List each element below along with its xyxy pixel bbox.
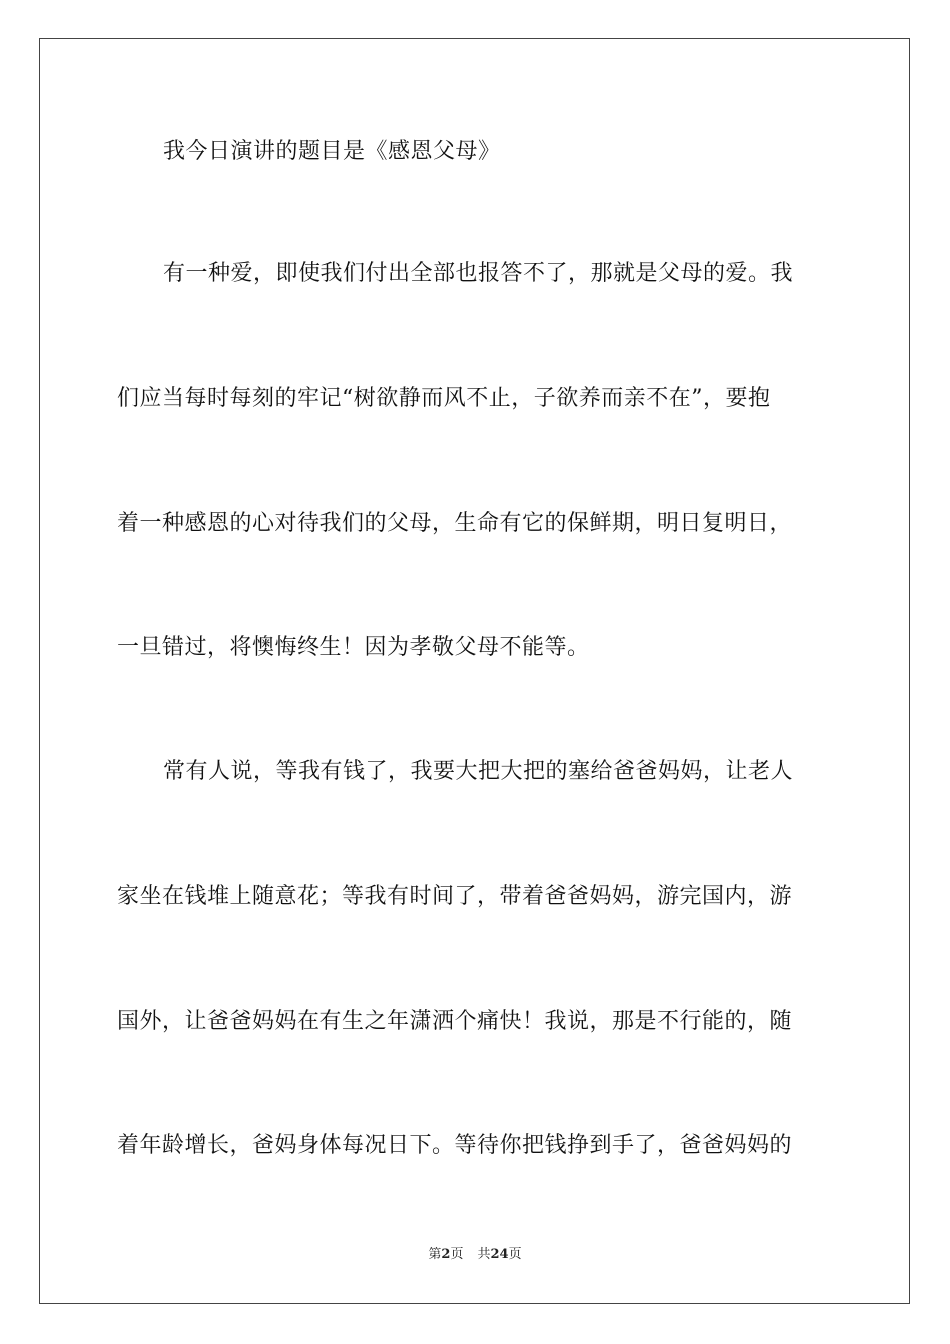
paragraph-2-line-3: 国外，让爸爸妈妈在有生之年潇洒个痛快！我说，那是不行能的，随 <box>117 1009 793 1034</box>
paragraph-2-line-4: 着年龄增长，爸妈身体每况日下。等待你把钱挣到手了，爸爸妈妈的 <box>117 1133 793 1158</box>
total-suffix: 页 <box>508 1247 522 1262</box>
paragraph-2-line-1: 常有人说，等我有钱了，我要大把大把的塞给爸爸妈妈，让老人 <box>163 759 794 784</box>
page-suffix: 页 <box>450 1247 464 1262</box>
page-number: 2 <box>441 1247 451 1262</box>
total-pages: 24 <box>490 1247 509 1262</box>
paragraph-1-line-3: 着一种感恩的心对待我们的父母，生命有它的保鲜期，明日复明日， <box>117 511 793 536</box>
page-footer <box>0 1246 950 1264</box>
paragraph-2-line-2: 家坐在钱堆上随意花；等我有时间了，带着爸爸妈妈，游完国内，游 <box>117 884 793 909</box>
page-border <box>39 38 910 1304</box>
paragraph-1-line-4: 一旦错过，将懊悔终生！因为孝敬父母不能等。 <box>117 635 590 660</box>
paragraph-1-line-2: 们应当每时每刻的牢记“树欲静而风不止，子欲养而亲不在”，要抱 <box>117 386 771 411</box>
paragraph-1-line-1: 有一种爱，即使我们付出全部也报答不了，那就是父母的爱。我 <box>163 261 794 286</box>
page-prefix: 第 <box>428 1247 442 1262</box>
total-prefix: 共 <box>477 1247 491 1262</box>
speech-title-line: 我今日演讲的题目是《感恩父母》 <box>163 139 501 164</box>
